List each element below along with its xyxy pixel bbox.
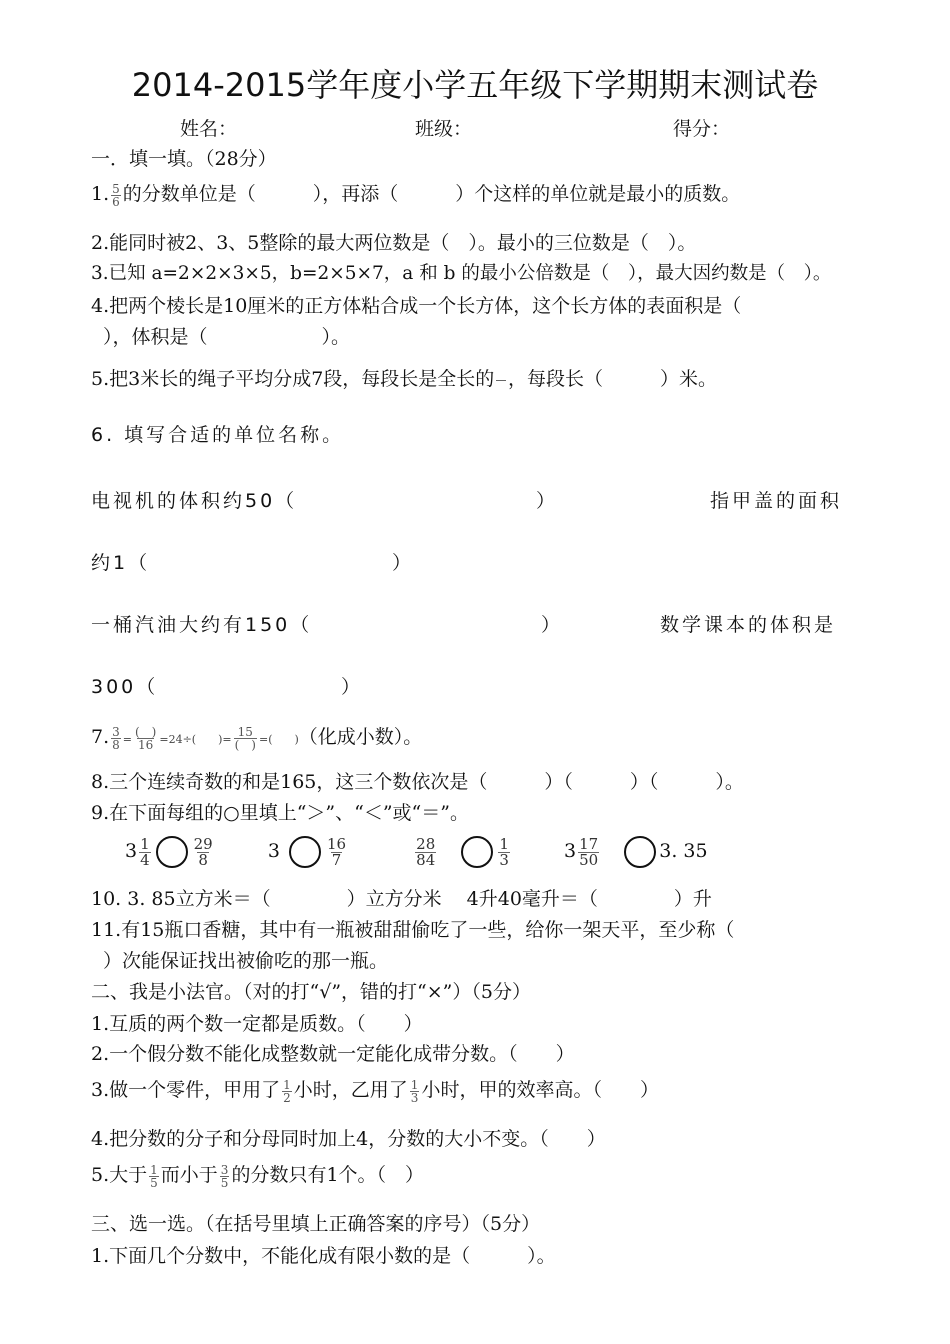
unit-nail-2-close: ） [392,552,415,574]
section-1-heading: 一．填一填。（28分） [91,148,277,170]
compare-circle[interactable] [461,836,493,868]
unit-book-2: 300（ [91,676,159,698]
question-1-4b: ），体积是（ ）。 [103,326,351,348]
compare-circle[interactable] [289,836,321,868]
question-3-1: 1.下面几个分数中，不能化成有限小数的是（ ）。 [91,1245,556,1267]
compare-row: 3 $\frac{1}{4}$ $\frac{29}{8}$ 3 $\frac{16}{7}$ $\frac{28}{84}$ $\frac{1}{3}$ 3 $\frac{17}{50}$ 3. 35 [125,834,708,869]
question-1-2: 2.能同时被2、3、5整除的最大两位数是（ ）。最小的三位数是（ ）。 [91,232,697,254]
compare-circle[interactable] [624,836,656,868]
question-1-11b: ）次能保证找出被偷吃的那一瓶。 [103,950,389,972]
question-1-3: 3.已知 a=2×2×3×5，b=2×5×7，a 和 b 的最小公倍数是（ ），最大因约数是（ ）。 [91,263,832,284]
question-1-10: 10. 3. 85立方米＝（ ）立方分米 4升40毫升＝（ ）升 [91,888,712,910]
question-2-3: 3.做一个零件，甲用了 $\frac{1}{2}$ 小时，乙用了 $\frac{1}{3}$ 小时，甲的效率高。（ ） [91,1077,659,1105]
question-1-5: 5.把3米长的绳子平均分成7段，每段长是全长的 ，每段长（ ）米。 [91,367,717,393]
unit-tv: 电视机的体积约50（ [91,490,298,512]
question-1-11a: 11.有15瓶口香糖，其中有一瓶被甜甜偷吃了一些，给你一架天平，至少称（ [91,919,735,941]
question-1-9: 9.在下面每组的○里填上“＞”、“＜”或“＝”。 [91,802,469,824]
page-title: 2014-2015学年度小学五年级下学期期末测试卷 [131,66,819,104]
unit-oil: 一桶汽油大约有150（ [91,614,313,636]
section-2-heading: 二、我是小法官。（对的打“√”，错的打“×”）（5分） [91,981,531,1003]
question-1-7: 7. $\frac{3}{8}$ = $\frac{( )}{16}$ =24÷( )= $\frac{15}{( )}$ =( )（化成小数）。 [91,724,423,752]
compare-circle[interactable] [156,836,188,868]
unit-book: 数学课本的体积是 [660,614,837,636]
question-1-6: 6. 填写合适的单位名称。 [91,424,345,446]
question-1-4a: 4.把两个棱长是10厘米的正方体粘合成一个长方体，这个长方体的表面积是（ [91,295,742,317]
unit-tv-close: ） [536,490,559,512]
section-3-heading: 三、选一选。（在括号里填上正确答案的序号）（5分） [91,1213,541,1235]
unit-nail-2: 约1（ [91,552,151,574]
question-1-8: 8.三个连续奇数的和是165，这三个数依次是（ ）（ ）（ ）。 [91,771,744,793]
question-2-5: 5.大于 $\frac{1}{5}$ 而小于 $\frac{3}{5}$ 的分数只有1个。（ ） [91,1162,425,1190]
unit-nail: 指甲盖的面积 [710,490,843,512]
question-2-4: 4.把分数的分子和分母同时加上4，分数的大小不变。（ ） [91,1128,606,1150]
question-2-1: 1.互质的两个数一定都是质数。（ ） [91,1013,423,1035]
question-1-1: 1. $\frac{5}{6}$ 的分数单位是（ ），再添（ ）个这样的单位就是最小的质数。 [91,181,741,209]
blank-fraction [496,368,506,393]
class-label: 班级： [415,118,473,140]
question-2-2: 2.一个假分数不能化成整数就一定能化成带分数。（ ） [91,1043,575,1065]
unit-oil-close: ） [541,614,564,636]
unit-book-2-close: ） [341,676,364,698]
name-label: 姓名： [180,118,238,140]
score-label: 得分： [673,118,731,140]
fraction: $\frac{5}{6}$ [112,181,120,209]
